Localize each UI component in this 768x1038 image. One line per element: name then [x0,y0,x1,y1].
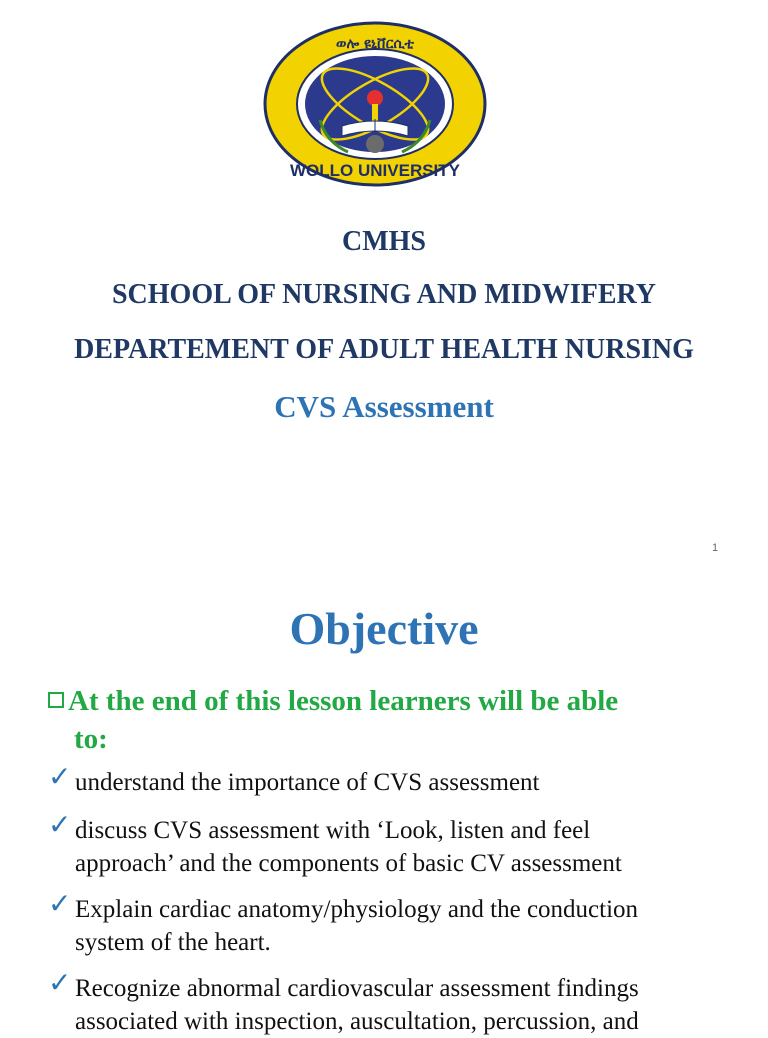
wollo-university-logo [262,20,488,188]
objective-text-line: understand the importance of CVS assessment [75,769,540,796]
page-number: 1 [712,542,719,554]
department-name: DEPARTEMENT OF ADULT HEALTH NURSING [74,334,694,365]
slide-separator [0,572,768,582]
checkmark-icon: ✓ [48,760,72,793]
lead-statement [48,682,738,758]
objective-text-line: Explain cardiac anatomy/physiology and the conduction [75,896,639,923]
checkmark-icon: ✓ [48,808,72,841]
college-name: CMHS [342,226,426,257]
objective-text-line: approach’ and the components of basic CV assessment [75,850,622,877]
topic-title: CVS Assessment [274,389,494,424]
school-name: SCHOOL OF NURSING AND MIDWIFERY [111,279,657,310]
objective-item [48,966,748,1038]
objective-slide [0,582,768,1035]
objective-item [48,760,748,799]
lead-line-2: to: [74,723,108,755]
square-bullet-icon [48,692,64,708]
objective-text-line: discuss CVS assessment with ‘Look, listen and feel [75,817,591,844]
logo-top-text: ወሎ ዩኒቨርሲቲ [336,36,414,52]
logo-bottom-text: WOLLO UNIVERSITY [290,161,460,180]
checkmark-icon: ✓ [48,966,72,999]
objective-item [48,887,748,959]
objective-text-line: Recognize abnormal cardiovascular assessment findings [75,975,639,1002]
objective-item [48,808,748,880]
lead-line-1: At the end of this lesson learners will be able [68,685,619,717]
objective-text-line: associated with inspection, auscultation, percussion, and [75,1008,639,1035]
objective-text-line: system of the heart. [75,929,271,956]
checkmark-icon: ✓ [48,887,72,920]
slide-title: Objective [289,603,479,654]
